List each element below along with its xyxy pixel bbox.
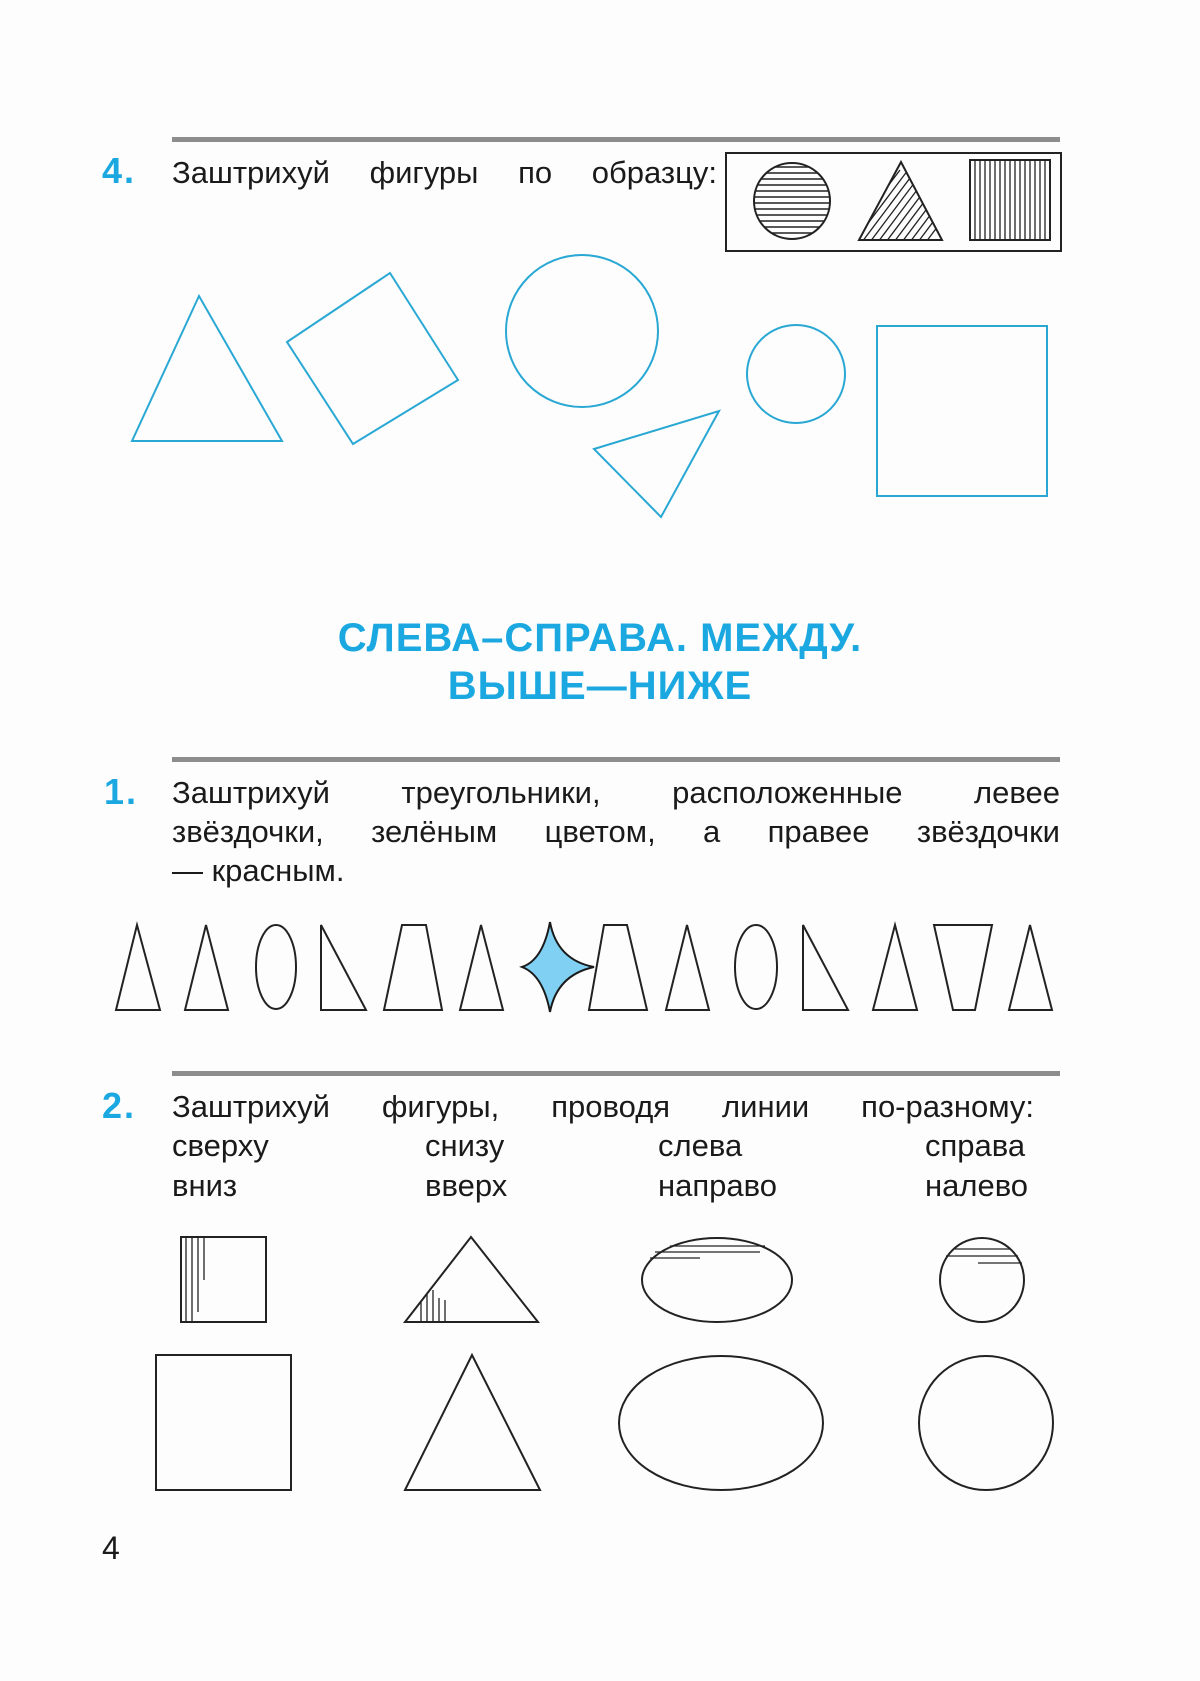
column-2-line1: снизу xyxy=(425,1128,505,1163)
column-3-line2: направо xyxy=(658,1168,777,1203)
section-title-line2: ВЫШЕ—НИЖЕ xyxy=(447,664,753,708)
task2-number: 2. xyxy=(102,1085,137,1126)
column-3-line1: слева xyxy=(658,1128,743,1163)
page-number: 4 xyxy=(102,1530,120,1566)
example-ellipse xyxy=(642,1238,792,1322)
blank-circle[interactable] xyxy=(919,1356,1053,1490)
task4-number: 4. xyxy=(102,150,137,191)
task1-number: 1. xyxy=(104,771,139,812)
blank-square[interactable] xyxy=(156,1355,291,1490)
task1-line1: Заштрихуй треугольники, расположенные левее xyxy=(172,775,1060,810)
column-1-line1: сверху xyxy=(172,1128,269,1163)
task1-line3: — красным. xyxy=(172,853,345,888)
section-title-line1: СЛЕВА–СПРАВА. МЕЖДУ. xyxy=(337,616,863,660)
column-4-line1: справа xyxy=(925,1128,1026,1163)
task2-instruction: Заштрихуй фигуры, проводя линии по-разному: xyxy=(172,1089,1034,1124)
blank-triangle[interactable] xyxy=(405,1355,540,1490)
task1-line2: звёздочки, зелёным цветом, а правее звёздочки xyxy=(172,814,1060,849)
column-2-line2: вверх xyxy=(425,1168,508,1203)
column-4-line2: налево xyxy=(925,1168,1029,1203)
column-1-line2: вниз xyxy=(172,1168,238,1203)
task4-instruction: Заштрихуй фигуры по образцу: xyxy=(172,155,717,190)
example-square xyxy=(181,1237,266,1322)
example-circle xyxy=(940,1238,1024,1322)
blank-ellipse[interactable] xyxy=(619,1356,823,1490)
example-triangle xyxy=(405,1237,538,1322)
